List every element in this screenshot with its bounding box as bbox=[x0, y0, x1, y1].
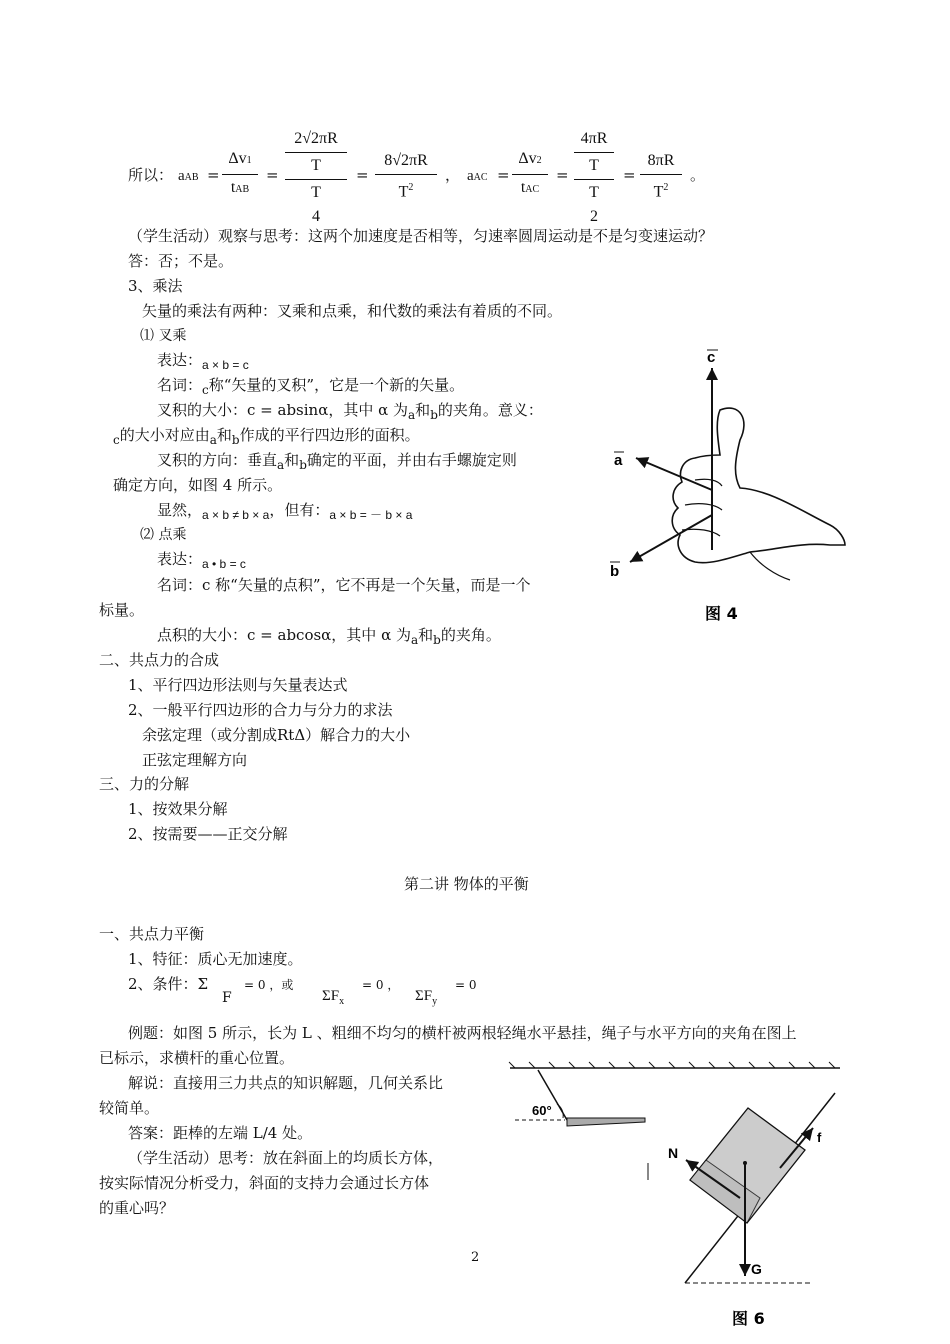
formula-lead: 所以： bbox=[128, 166, 174, 184]
cross-noncommutative: 显然，$_{a \times b \ne b \times a}$，但有：$_{a \times b = - b \times a}$ bbox=[157, 501, 413, 522]
eq-sign: = bbox=[623, 166, 636, 184]
lecture-title: 第二讲 物体的平衡 bbox=[404, 875, 529, 893]
heading-cross-product: ⑴ 叉乘 bbox=[140, 328, 187, 344]
aac-symbol: aAC bbox=[467, 168, 488, 184]
cross-name: 名词：$_c$称“矢量的叉积”，它是一个新的矢量。 bbox=[157, 376, 465, 397]
heading-section-2: 二、共点力的合成 bbox=[99, 651, 220, 669]
label-a: a bbox=[614, 452, 623, 469]
fraction-result-2: 8πR $T^2$ bbox=[640, 150, 682, 203]
figure-4-caption: 图 4 bbox=[705, 604, 738, 623]
period: 。 bbox=[690, 166, 706, 184]
label-G: G bbox=[751, 1261, 762, 1277]
page-number: 2 bbox=[471, 1250, 480, 1265]
fraction-result-1: 8√2πR $T^2$ bbox=[375, 150, 437, 203]
eq-sign: = bbox=[497, 166, 510, 184]
section-2-cosine: 余弦定理（或分割成RtΔ）解合力的大小 bbox=[142, 726, 411, 744]
heading-section-3: 三、力的分解 bbox=[99, 775, 190, 793]
comma: ， bbox=[445, 166, 461, 184]
section-2-item-2: 2、一般平行四边形的合力与分力的求法 bbox=[128, 701, 393, 719]
cross-magnitude: 叉积的大小：c = absinα，其中 α 为$_a$和$_b$的夹角。意义： bbox=[157, 401, 543, 422]
answer-1: 答：否；不是。 bbox=[128, 252, 234, 270]
eq-sign: = bbox=[207, 166, 220, 184]
label-N: N bbox=[668, 1145, 679, 1161]
dot-name-cont: 标量。 bbox=[99, 601, 145, 619]
figure-6 bbox=[630, 1088, 850, 1338]
figure-4 bbox=[600, 340, 850, 630]
angle-label: 60° bbox=[532, 1103, 552, 1118]
explanation-line-2: 较简单。 bbox=[99, 1099, 160, 1117]
fraction-dv1-tab: Δv1 tAB bbox=[222, 148, 258, 201]
student-activity-2: （学生活动）思考：放在斜面上的均质长方体， bbox=[128, 1149, 444, 1167]
dot-name: 名词：c 称“矢量的点积”，它不再是一个矢量，而是一个 bbox=[157, 576, 531, 594]
explanation-line-1: 解说：直接用三力共点的知识解题，几何关系比 bbox=[128, 1074, 444, 1092]
label-c: c bbox=[707, 349, 716, 366]
incline-block-diagram bbox=[630, 1088, 850, 1338]
student-activity-1: （学生活动）观察与思考：这两个加速度是否相等，匀速率圆周运动是不是匀变速运动？ bbox=[128, 227, 714, 245]
example-line-1: 例题：如图 5 所示，长为 L 、粗细不均匀的横杆被两根轻绳水平悬挂，绳子与水平方向的夹角在图上 bbox=[128, 1024, 797, 1042]
cross-direction: 叉积的方向：垂直$_a$和$_b$确定的平面，并由右手螺旋定则 bbox=[157, 451, 517, 472]
compound-fraction-2: 4πR T T 2 bbox=[574, 128, 614, 228]
cross-magnitude-meaning: $_c$的大小对应由$_a$和$_b$作成的平行四边形的面积。 bbox=[113, 426, 420, 447]
heading-dot-product: ⑵ 点乘 bbox=[140, 527, 187, 543]
section-3-item-2: 2、按需要——正交分解 bbox=[128, 825, 288, 843]
section-2-item-1: 1、平行四边形法则与矢量表达式 bbox=[128, 676, 348, 694]
student-activity-2-cont: 按实际情况分析受力，斜面的支持力会通过长方体 bbox=[99, 1174, 430, 1192]
section-2-sine: 正弦定理解方向 bbox=[142, 751, 248, 769]
eq-sign: = bbox=[266, 166, 279, 184]
section-3-item-1: 1、按效果分解 bbox=[128, 800, 228, 818]
right-hand-rule-diagram bbox=[600, 340, 850, 630]
figure-6-caption: 图 6 bbox=[732, 1309, 765, 1328]
example-line-2: 已标示，求横杆的重心位置。 bbox=[99, 1049, 295, 1067]
eq-sign: = bbox=[556, 166, 569, 184]
eq-sign: = bbox=[356, 166, 369, 184]
multiplication-intro: 矢量的乘法有两种：叉乘和点乘，和代数的乘法有着质的不同。 bbox=[142, 302, 563, 320]
cross-direction-cont: 确定方向，如图 4 所示。 bbox=[113, 476, 283, 494]
dot-expression: 表达：$_{a • b = c}$ bbox=[157, 550, 246, 571]
equilibrium-feature: 1、特征：质心无加速度。 bbox=[128, 950, 303, 968]
label-b: b bbox=[610, 563, 620, 580]
answer-2: 答案：距棒的左端 L/4 处。 bbox=[128, 1124, 313, 1142]
aab-symbol: aAB bbox=[178, 168, 199, 184]
fraction-dv2-tac: Δv2 tAC bbox=[512, 148, 548, 201]
student-activity-2-end: 的重心吗？ bbox=[99, 1199, 175, 1217]
label-f: f bbox=[817, 1130, 822, 1145]
compound-fraction-1: 2√2πR T T 4 bbox=[285, 128, 347, 228]
dot-magnitude: 点积的大小：c = abcosα，其中 α 为$_a$和$_b$的夹角。 bbox=[157, 626, 501, 647]
heading-multiplication: 3、乘法 bbox=[128, 277, 183, 295]
cross-expression: 表达：$_{a \times b = c}$ bbox=[157, 351, 249, 372]
heading-equilibrium: 一、共点力平衡 bbox=[99, 925, 205, 943]
